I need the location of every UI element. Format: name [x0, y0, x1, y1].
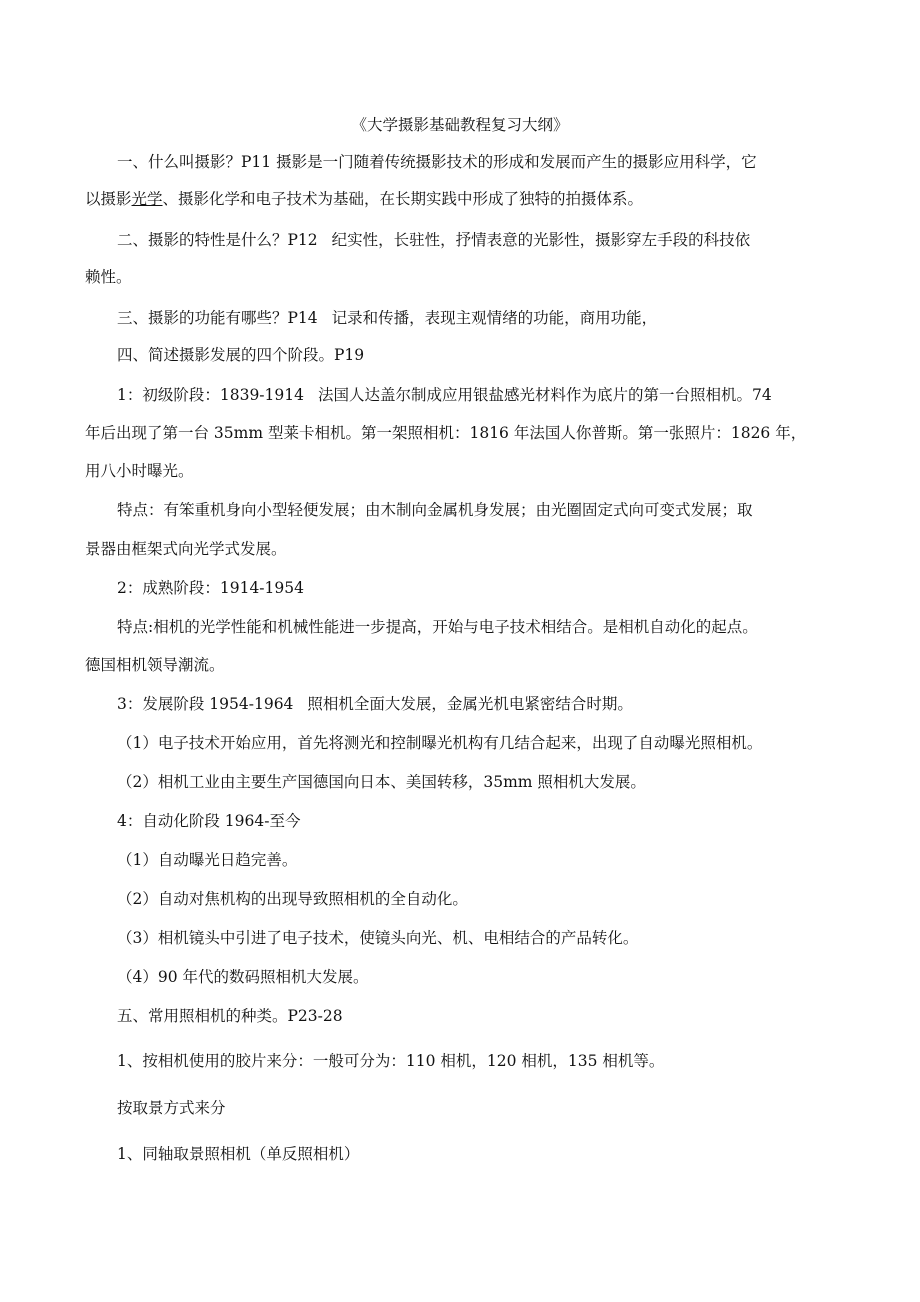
q4-heading: 四、简述摄影发展的四个阶段。P19	[117, 346, 365, 364]
features2-line-2: 德国相机领导潮流。	[85, 656, 225, 674]
q1-line-2	[85, 187, 643, 211]
types-by-film: 1、按相机使用的胶片来分：一般可分为：110 相机，120 相机，135 相机等。	[117, 1052, 665, 1070]
stage3-item: （1）电子技术开始应用，首先将测光和控制曝光机构有几结合起来，出现了自动曝光照相机。	[117, 734, 763, 752]
q2-line-2: 赖性。	[85, 268, 132, 286]
q3-answer: 记录和传播，表现主观情绪的功能，商用功能，	[331, 309, 658, 327]
features1-line-2: 景器由框架式向光学式发展。	[85, 540, 287, 558]
stage1-line-1	[117, 383, 772, 407]
stage1-line-2: 年后出现了第一台 35mm 型莱卡相机。第一架照相机：1816 年法国人你普斯。第一张照片：1826 年，	[85, 424, 807, 442]
q1-line-2-post: 、摄影化学和电子技术为基础，在长期实践中形成了独特的拍摄体系。	[162, 190, 644, 208]
features2-line-1: 特点:相机的光学性能和机械性能进一步提高，开始与电子技术相结合。是相机自动化的起点。	[117, 618, 758, 636]
stage4-item: （1）自动曝光日趋完善。	[117, 851, 298, 869]
stage3-item: （2）相机工业由主要生产国德国向日本、美国转移，35mm 照相机大发展。	[117, 773, 646, 791]
q3-question: 三、摄影的功能有哪些？P14	[117, 309, 318, 327]
q1-line-2-pre: 以摄影	[85, 190, 132, 208]
q2-question: 二、摄影的特性是什么？P12	[117, 231, 318, 249]
stage2-heading: 2：成熟阶段：1914-1954	[117, 579, 304, 597]
q1-line-1: 一、什么叫摄影？P11 摄影是一门随着传统摄影技术的形成和发展而产生的摄影应用科学，它	[117, 153, 757, 171]
stage3-label: 3：发展阶段 1954-1964	[117, 695, 294, 713]
stage3-heading	[117, 692, 633, 716]
optics-link[interactable]: 光学	[131, 190, 163, 208]
stage4-item: （2）自动对焦机构的出现导致照相机的全自动化。	[117, 890, 468, 908]
types-slr: 1、同轴取景照相机（单反照相机）	[117, 1145, 360, 1163]
stage1-text: 法国人达盖尔制成应用银盐感光材料作为底片的第一台照相机。74	[318, 386, 772, 404]
q3-line	[117, 306, 657, 330]
stage3-text: 照相机全面大发展，金属光机电紧密结合时期。	[307, 695, 633, 713]
stage1-line-3: 用八小时曝光。	[85, 462, 194, 480]
stage4-item: （4）90 年代的数码照相机大发展。	[117, 968, 369, 986]
types-by-viewfinder: 按取景方式来分	[117, 1099, 226, 1117]
stage1-label: 1：初级阶段：1839-1914	[117, 386, 304, 404]
stage4-heading: 4：自动化阶段 1964-至今	[117, 812, 301, 830]
q5-heading: 五、常用照相机的种类。P23-28	[117, 1007, 343, 1025]
features1-line-1: 特点：有笨重机身向小型轻便发展；由木制向金属机身发展；由光圈固定式向可变式发展；取	[117, 501, 753, 519]
stage4-item: （3）相机镜头中引进了电子技术，使镜头向光、机、电相结合的产品转化。	[117, 929, 639, 947]
q2-line-1	[117, 228, 750, 252]
document-title: 《大学摄影基础教程复习大纲》	[351, 116, 569, 134]
q2-answer: 纪实性，长驻性，抒情表意的光影性，摄影穿左手段的科技依	[331, 231, 751, 249]
